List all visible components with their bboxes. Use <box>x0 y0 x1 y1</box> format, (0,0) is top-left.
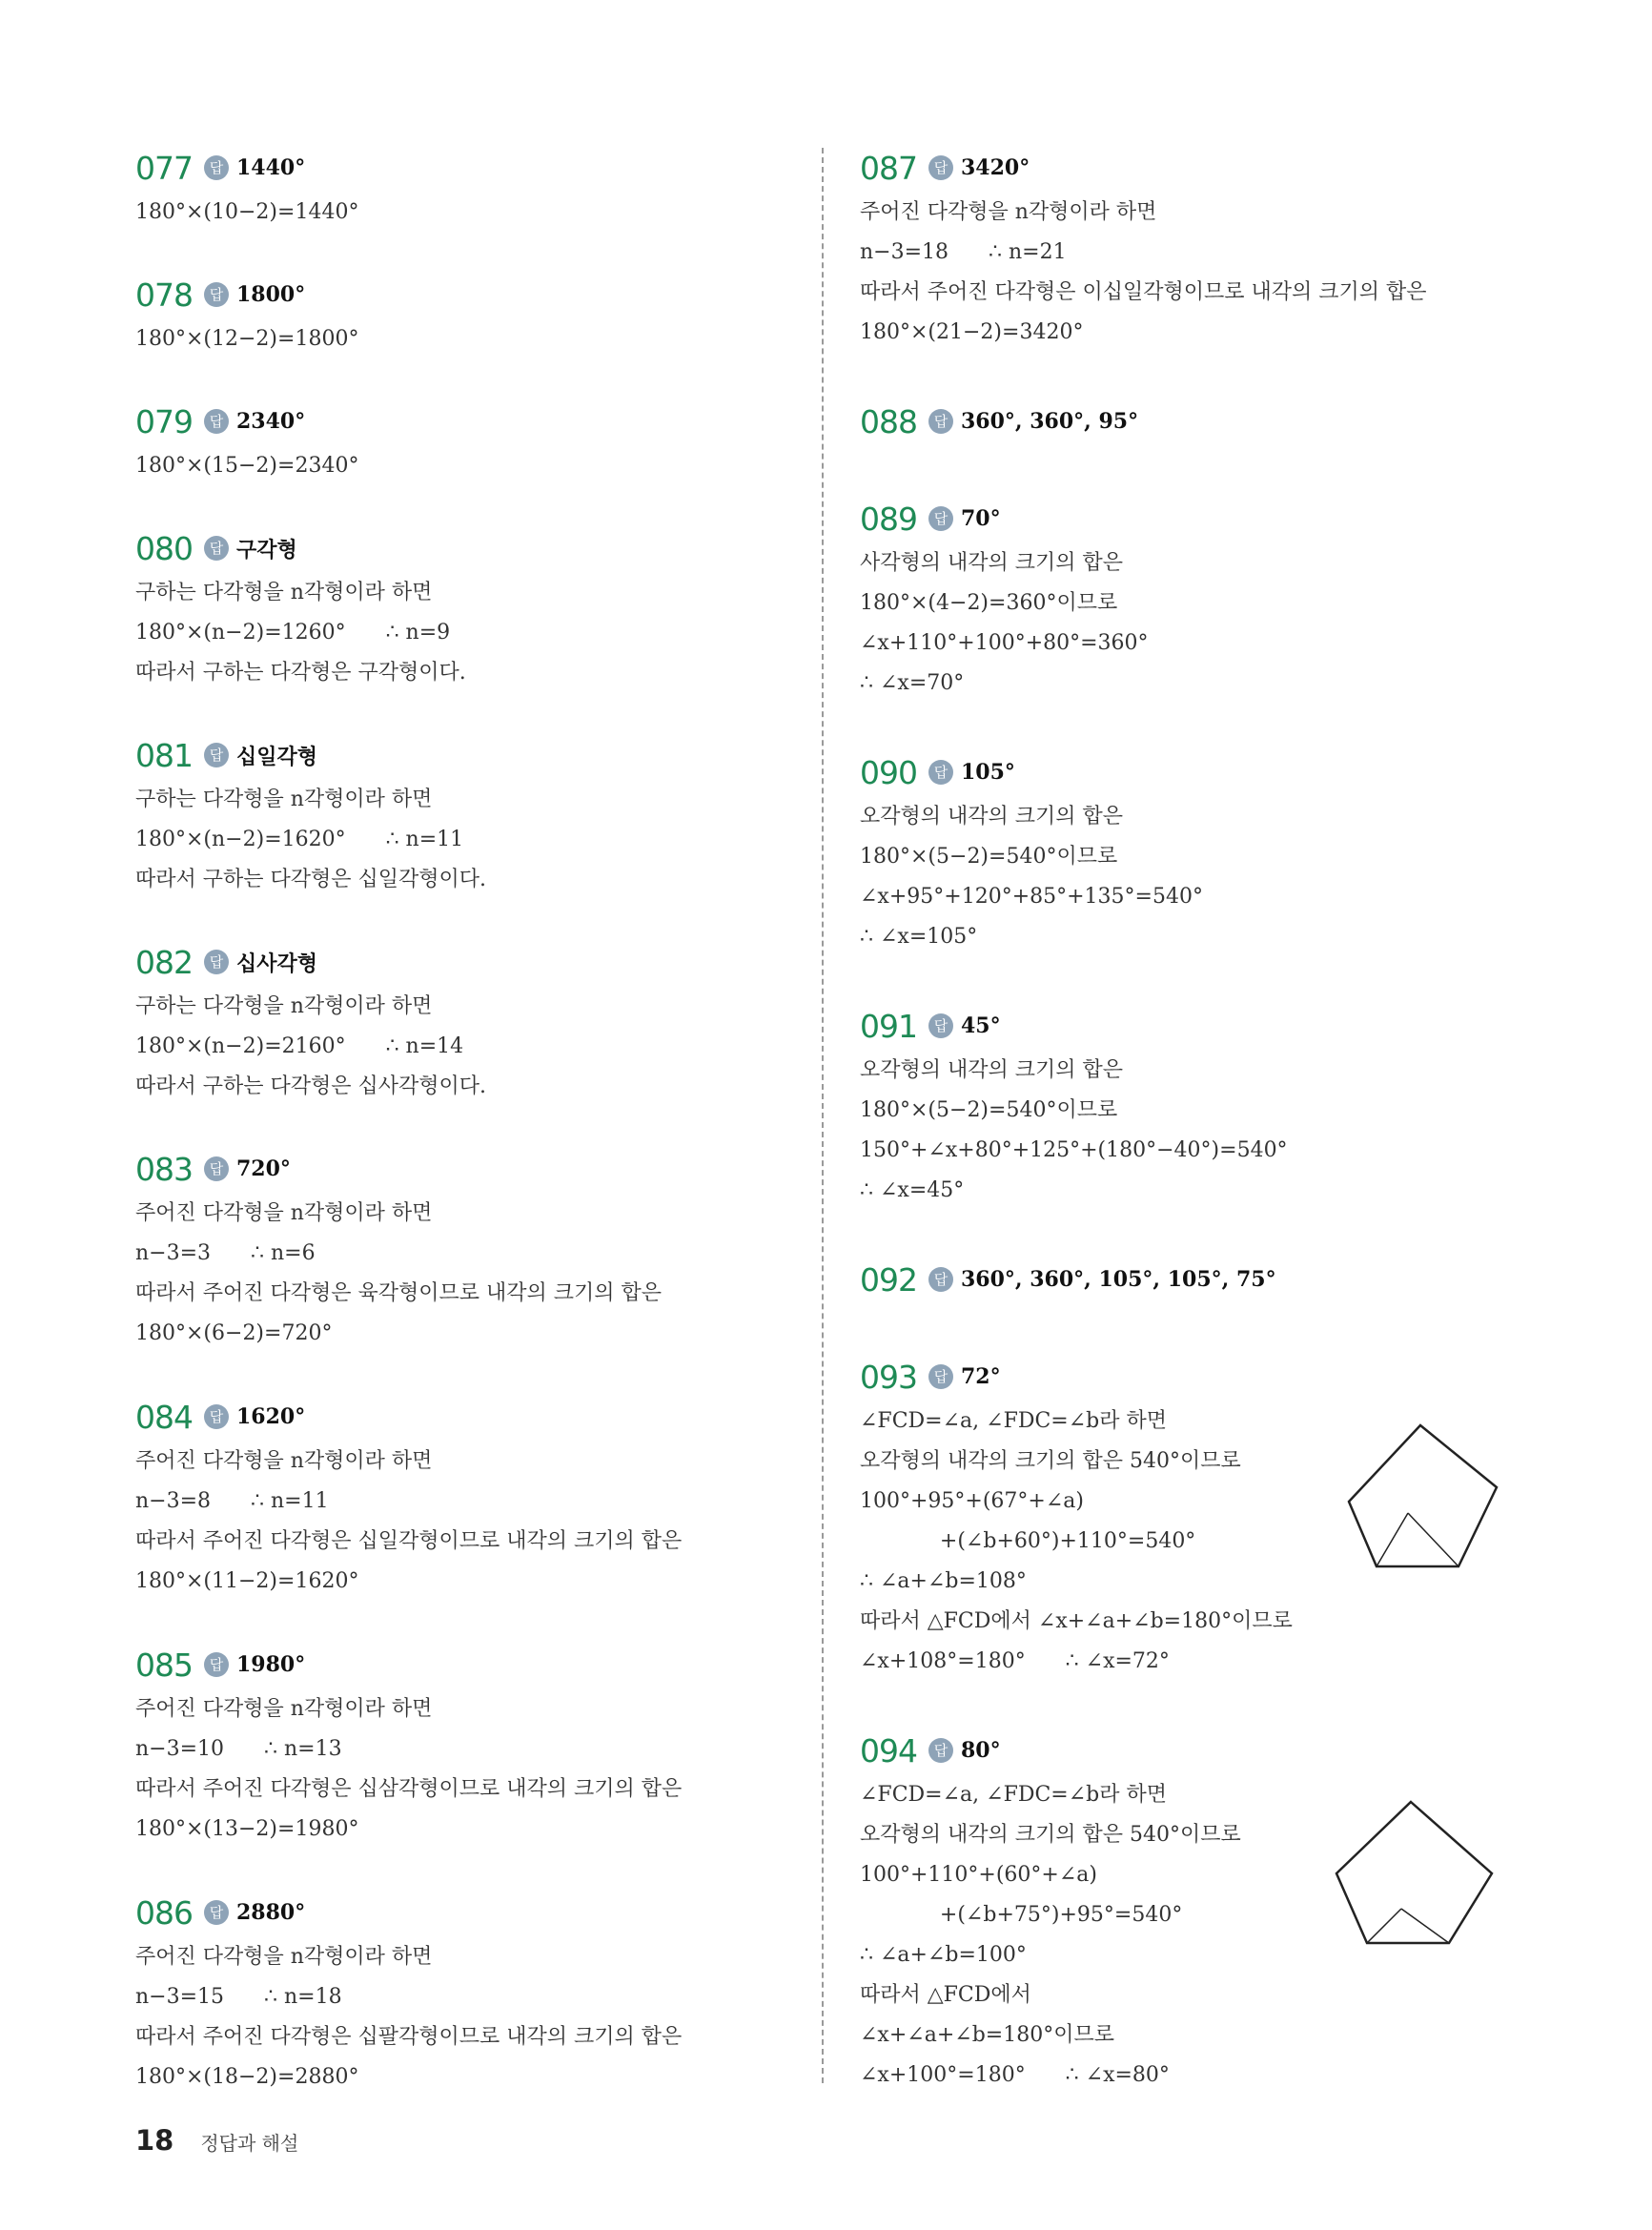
problem-number: 087 <box>860 149 917 187</box>
answer-value: 구각형 <box>236 537 297 563</box>
answer-badge-icon: 답 <box>928 506 953 531</box>
problem-header <box>860 1352 1293 1401</box>
solution-line: 100°+95°+(67°+∠a) <box>860 1489 1084 1513</box>
problem-number: 079 <box>135 402 193 440</box>
problem-header <box>135 937 486 987</box>
problem-header <box>860 143 1427 193</box>
solution-line: 180°×(13−2)=1980° <box>135 1817 359 1841</box>
solution-line: ∴ ∠a+∠b=100° <box>860 1943 1027 1967</box>
problem-header <box>135 270 358 319</box>
solution-line: ∴ ∠x=105° <box>860 925 978 949</box>
problem-header <box>860 397 1138 446</box>
problem-090 <box>860 747 1203 957</box>
answer-value: 360°, 360°, 95° <box>961 409 1139 434</box>
problem-header <box>135 1392 682 1442</box>
answer-badge-icon: 답 <box>928 1738 953 1763</box>
solution-line: 150°+∠x+80°+125°+(180°−40°)=540° <box>860 1138 1288 1162</box>
answer-badge-icon: 답 <box>204 409 229 434</box>
problem-number: 086 <box>135 1893 193 1932</box>
problem-header <box>135 397 358 446</box>
solution-line: ∠FCD=∠a, ∠FDC=∠b라 하면 <box>860 1409 1168 1433</box>
solution-line: 180°×(12−2)=1800° <box>135 327 359 351</box>
problem-number: 094 <box>860 1731 917 1770</box>
page-title: 정답과 해설 <box>200 2132 299 2155</box>
answer-value: 2340° <box>236 409 306 434</box>
problem-header <box>860 494 1149 543</box>
answer-badge-icon: 답 <box>928 155 953 180</box>
answer-value: 45° <box>961 1013 1001 1038</box>
answer-badge-icon: 답 <box>204 1652 229 1677</box>
solution-line: 180°×(21−2)=3420° <box>860 320 1084 344</box>
solution-line: 오각형의 내각의 크기의 합은 540°이므로 <box>860 1823 1241 1847</box>
problem-084 <box>135 1392 682 1602</box>
answer-badge-icon: 답 <box>928 1364 953 1389</box>
solution-line: +(∠b+75°)+95°=540° <box>860 1903 1183 1927</box>
answer-value: 72° <box>961 1364 1001 1389</box>
solution-line: 180°×(5−2)=540°이므로 <box>860 1098 1118 1122</box>
problem-number: 089 <box>860 500 917 538</box>
solution-line: 주어진 다각형을 n각형이라 하면 <box>135 1697 433 1721</box>
problem-080 <box>135 523 466 693</box>
solution-line: ∠x+110°+100°+80°=360° <box>860 631 1149 655</box>
answer-badge-icon: 답 <box>204 1404 229 1429</box>
problem-number: 091 <box>860 1007 917 1045</box>
answer-value: 2880° <box>236 1900 306 1925</box>
solution-line: n−3=8 ∴ n=11 <box>135 1489 329 1513</box>
problem-header <box>860 1001 1288 1051</box>
pentagon-figure-094 <box>1296 1783 1525 1969</box>
solution-line: 100°+110°+(60°+∠a) <box>860 1863 1097 1887</box>
answer-value: 720° <box>236 1156 291 1181</box>
problem-number: 084 <box>135 1398 193 1436</box>
solution-line: 180°×(4−2)=360°이므로 <box>860 591 1118 615</box>
solution-line: 사각형의 내각의 크기의 합은 <box>860 551 1124 575</box>
answer-badge-icon: 답 <box>204 1156 229 1181</box>
solution-line: 180°×(15−2)=2340° <box>135 454 359 478</box>
problem-number: 078 <box>135 276 193 314</box>
answer-value: 3420° <box>961 155 1030 180</box>
answer-badge-icon: 답 <box>204 1900 229 1925</box>
answer-value: 360°, 360°, 105°, 105°, 75° <box>961 1267 1276 1292</box>
answer-value: 1440° <box>236 155 306 180</box>
problem-085 <box>135 1640 682 1850</box>
problem-081 <box>135 730 486 900</box>
problem-086 <box>135 1888 682 2097</box>
solution-line: ∴ ∠x=70° <box>860 671 965 695</box>
answer-badge-icon: 답 <box>928 1013 953 1038</box>
answer-badge-icon: 답 <box>204 155 229 180</box>
problem-089 <box>860 494 1149 704</box>
pentagon-figure-093 <box>1306 1406 1525 1592</box>
problem-079 <box>135 397 358 486</box>
solution-line: 180°×(11−2)=1620° <box>135 1569 359 1593</box>
solution-line: 180°×(6−2)=720° <box>135 1321 333 1345</box>
solution-line: 주어진 다각형을 n각형이라 하면 <box>860 200 1157 224</box>
answer-badge-icon: 답 <box>928 1267 953 1292</box>
solution-line: 주어진 다각형을 n각형이라 하면 <box>135 1945 433 1969</box>
answer-value: 70° <box>961 506 1001 531</box>
problem-087 <box>860 143 1427 353</box>
problem-091 <box>860 1001 1288 1211</box>
answer-value: 80° <box>961 1738 1001 1763</box>
solution-line: ∴ ∠a+∠b=108° <box>860 1569 1027 1593</box>
problem-number: 085 <box>135 1646 193 1684</box>
problem-header <box>135 143 358 193</box>
solution-line: ∠FCD=∠a, ∠FDC=∠b라 하면 <box>860 1783 1168 1807</box>
problem-094 <box>860 1726 1241 2096</box>
solution-line: n−3=3 ∴ n=6 <box>135 1241 316 1265</box>
answer-badge-icon: 답 <box>928 760 953 785</box>
answer-badge-icon: 답 <box>204 950 229 974</box>
problem-header <box>135 730 486 780</box>
answer-value: 1620° <box>236 1404 306 1429</box>
problem-093 <box>860 1352 1293 1682</box>
solution-line: 따라서 구하는 다각형은 십사각형이다. <box>135 1074 487 1098</box>
solution-line: 따라서 △FCD에서 ∠x+∠a+∠b=180°이므로 <box>860 1609 1293 1633</box>
solution-line: 따라서 주어진 다각형은 십일각형이므로 내각의 크기의 합은 <box>135 1529 683 1553</box>
problem-header <box>135 523 466 573</box>
solution-line: 오각형의 내각의 크기의 합은 540°이므로 <box>860 1449 1241 1473</box>
problem-082 <box>135 937 486 1107</box>
problem-header <box>135 1144 662 1194</box>
solution-line: ∠x+100°=180° ∴ ∠x=80° <box>860 2063 1170 2087</box>
solution-line: ∠x+95°+120°+85°+135°=540° <box>860 885 1203 909</box>
solution-line: 주어진 다각형을 n각형이라 하면 <box>135 1449 433 1473</box>
solution-line: +(∠b+60°)+110°=540° <box>860 1529 1196 1553</box>
solution-line: 180°×(n−2)=1620° ∴ n=11 <box>135 828 464 851</box>
problem-number: 083 <box>135 1150 193 1188</box>
page-footer <box>135 2124 298 2157</box>
solution-line: 구하는 다각형을 n각형이라 하면 <box>135 581 433 604</box>
problem-077 <box>135 143 358 233</box>
problem-header <box>860 747 1203 797</box>
problem-number: 077 <box>135 149 193 187</box>
problem-088 <box>860 397 1138 446</box>
problem-number: 081 <box>135 736 193 774</box>
solution-line: 따라서 주어진 다각형은 십삼각형이므로 내각의 크기의 합은 <box>135 1777 683 1801</box>
problem-number: 090 <box>860 753 917 791</box>
answer-value: 1800° <box>236 282 306 307</box>
solution-line: 따라서 주어진 다각형은 십팔각형이므로 내각의 크기의 합은 <box>135 2025 683 2049</box>
solution-line: 오각형의 내각의 크기의 합은 <box>860 1058 1124 1082</box>
answer-value: 1980° <box>236 1652 306 1677</box>
problem-number: 092 <box>860 1260 917 1299</box>
problem-header <box>860 1255 1276 1304</box>
solution-line: 180°×(10−2)=1440° <box>135 200 359 224</box>
solution-line: 따라서 구하는 다각형은 십일각형이다. <box>135 868 487 891</box>
column-divider <box>822 148 824 2083</box>
problem-number: 082 <box>135 943 193 981</box>
answer-value: 105° <box>961 760 1015 785</box>
answer-badge-icon: 답 <box>204 282 229 307</box>
solution-line: 따라서 구하는 다각형은 구각형이다. <box>135 661 466 685</box>
solution-line: 주어진 다각형을 n각형이라 하면 <box>135 1201 433 1225</box>
solution-line: 따라서 △FCD에서 <box>860 1983 1031 2007</box>
problem-083 <box>135 1144 662 1354</box>
solution-line: 180°×(18−2)=2880° <box>135 2065 359 2089</box>
problem-header <box>135 1640 682 1689</box>
problem-header <box>135 1888 682 1937</box>
answer-badge-icon: 답 <box>928 409 953 434</box>
answer-value: 십사각형 <box>236 951 318 976</box>
solution-line: 오각형의 내각의 크기의 합은 <box>860 805 1124 829</box>
problem-number: 093 <box>860 1358 917 1396</box>
problem-number: 080 <box>135 529 193 567</box>
solution-line: ∠x+∠a+∠b=180°이므로 <box>860 2023 1114 2047</box>
problem-header <box>860 1726 1241 1775</box>
solution-line: 구하는 다각형을 n각형이라 하면 <box>135 788 433 811</box>
solution-line: 180°×(5−2)=540°이므로 <box>860 845 1118 869</box>
solution-line: ∴ ∠x=45° <box>860 1178 965 1202</box>
solution-line: n−3=18 ∴ n=21 <box>860 240 1067 264</box>
solution-line: 180°×(n−2)=2160° ∴ n=14 <box>135 1034 464 1058</box>
page-number: 18 <box>135 2124 174 2157</box>
problem-092 <box>860 1255 1276 1304</box>
problem-number: 088 <box>860 402 917 440</box>
answer-badge-icon: 답 <box>204 536 229 561</box>
solution-line: 따라서 주어진 다각형은 이십일각형이므로 내각의 크기의 합은 <box>860 280 1427 304</box>
solution-line: 따라서 주어진 다각형은 육각형이므로 내각의 크기의 합은 <box>135 1281 663 1305</box>
problem-078 <box>135 270 358 359</box>
solution-line: 180°×(n−2)=1260° ∴ n=9 <box>135 621 451 644</box>
answer-value: 십일각형 <box>236 744 318 769</box>
answer-badge-icon: 답 <box>204 743 229 767</box>
solution-line: 구하는 다각형을 n각형이라 하면 <box>135 994 433 1018</box>
solution-line: ∠x+108°=180° ∴ ∠x=72° <box>860 1649 1170 1673</box>
solution-line: n−3=15 ∴ n=18 <box>135 1985 342 2009</box>
solution-line: n−3=10 ∴ n=13 <box>135 1737 342 1761</box>
